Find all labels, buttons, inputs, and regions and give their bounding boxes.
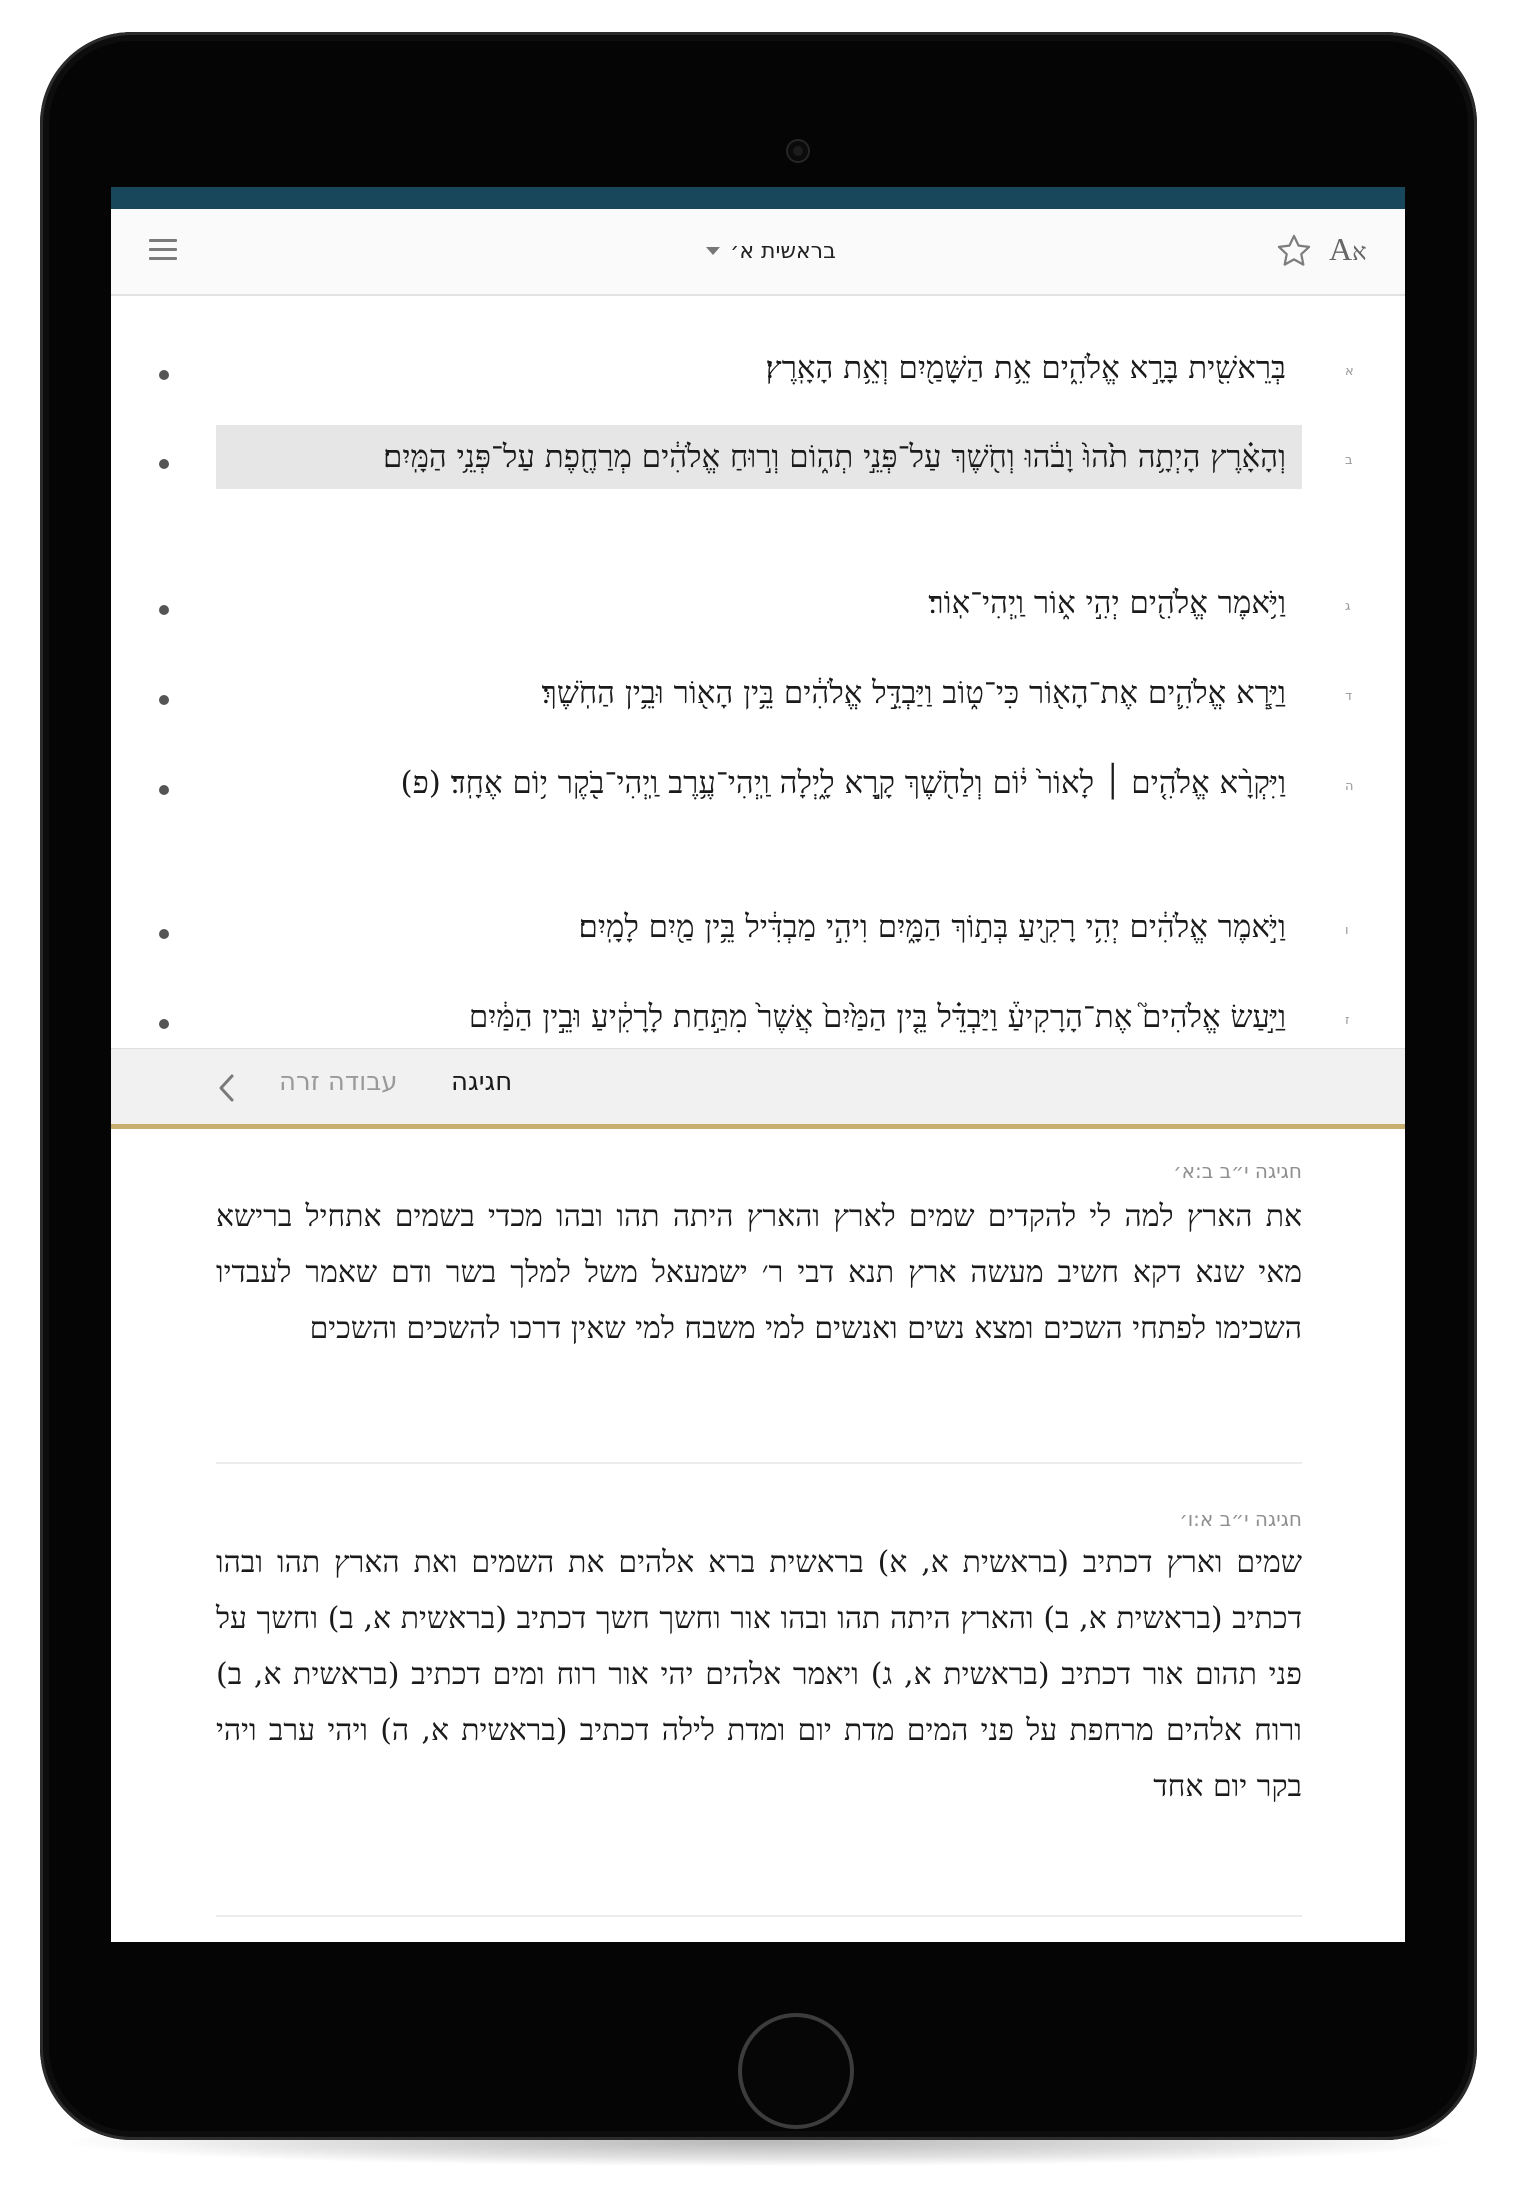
chevron-down-icon bbox=[706, 247, 720, 255]
verse-text: וַיַּ֧רְא אֱלֹהִ֛ים אֶת־הָא֖וֹר כִּי־ט֑וֹב וַיַּבְדֵּ֣ל אֱלֹהִ֔ים בֵּ֥ין הָא֖וֹר וּבֵ֥ין הַחֹֽשֶׁךְ׃ bbox=[541, 675, 1286, 711]
verse-text: וְהָאָ֗רֶץ הָיְתָ֥ה תֹ֙הוּ֙ וָבֹ֔הוּ וְחֹ֖שֶׁךְ עַל־פְּנֵ֣י תְה֑וֹם וְר֣וּחַ אֱלֹהִ֔ים מְרַחֶ֖פֶת עַל־פְּנֵ֥י הַמָּֽיִם׃ bbox=[216, 425, 1302, 489]
verse-number: ו bbox=[1345, 923, 1349, 938]
verse-text: בְּרֵאשִׁ֖ית בָּרָ֣א אֱלֹהִ֑ים אֵ֥ת הַשָּׁמַ֖יִם וְאֵ֥ת הָאָֽרֶץ׃ bbox=[765, 350, 1286, 386]
verse-text: וַיַּ֣עַשׂ אֱלֹהִים֮ אֶת־הָרָקִיעַ֒ וַיַּבְדֵּ֗ל בֵּ֤ין הַמַּ֙יִם֙ אֲשֶׁר֙ מִתַּ֣חַת לָרָקִ֔יעַ וּבֵ֣ין הַמַּ֔יִם bbox=[468, 999, 1286, 1035]
verse-number: ה bbox=[1345, 779, 1354, 794]
status-bar bbox=[111, 187, 1405, 209]
app-screen bbox=[111, 187, 1405, 1942]
verse-number: ז bbox=[1345, 1013, 1350, 1028]
divider bbox=[216, 1462, 1302, 1464]
font-size-icon[interactable] bbox=[1329, 231, 1367, 271]
verse-number: ג bbox=[1345, 599, 1351, 614]
verse-text: וַיֹּ֥אמֶר אֱלֹהִ֖ים יְהִ֣י א֑וֹר וַֽיְהִי־אֽוֹר׃ bbox=[928, 585, 1286, 621]
verse-text: וַיֹּ֣אמֶר אֱלֹהִ֔ים יְהִ֥י רָקִ֖יעַ בְּת֣וֹךְ הַמָּ֑יִם וִיהִ֣י מַבְדִּ֔יל בֵּ֥ין מַ֖יִם לָמָֽיִם׃ bbox=[578, 909, 1286, 945]
font-icon-small: א bbox=[1352, 240, 1367, 266]
verse-number: א bbox=[1345, 364, 1354, 379]
commentary-text: את הארץ למה לי להקדים שמים לארץ והארץ היתה תהו ובהו מכדי בשמים אתחיל ברישא מאי שנא דקא חשיב מעשה ארץ תנא דבי ר׳ ישמעאל משל למלך בשר ודם שאמר לעבדיו השכימו לפתחי השכים ומצא נשים ואנשים למי משבח למי שאין דרכו להשכים והשכים bbox=[216, 1199, 1302, 1346]
verse-number: ד bbox=[1345, 689, 1353, 704]
commentary-ref[interactable]: חגיגה י״ב ב:א׳ bbox=[1173, 1159, 1302, 1183]
page-title: בראשית א׳ bbox=[730, 238, 836, 264]
commentary-ref[interactable]: חגיגה י״ב א:ו׳ bbox=[1179, 1507, 1302, 1531]
text-reader bbox=[111, 296, 1405, 1048]
bullet bbox=[159, 459, 169, 469]
hamburger-icon[interactable] bbox=[149, 239, 177, 263]
star-icon[interactable] bbox=[1275, 232, 1313, 270]
tab-avodah-zarah[interactable]: עבודה זרה bbox=[279, 1067, 398, 1097]
bullet bbox=[159, 929, 169, 939]
verse-text: וַיִּקְרָ֨א אֱלֹהִ֤ים ׀ לָאוֹר֙ י֔וֹם וְלַחֹ֖שֶׁךְ קָ֣רָא לָ֑יְלָה וַֽיְהִי־עֶ֥רֶב וַֽיְהִי־בֹ֖קֶר י֥וֹם אֶחָֽד׃ (פ) bbox=[400, 765, 1286, 801]
commentary-panel bbox=[111, 1129, 1405, 1942]
commentary-text: שמים וארץ דכתיב (בראשית א, א) בראשית ברא אלהים את השמים ואת הארץ תהו ובהו דכתיב (בראשית א, ב) והארץ היתה תהו ובהו אור וחשך חשך דכתיב (בראשית א, ב) וחשך על פני תהום אור דכתיב (בראשית א, ג) ויאמר אלהים יהי אור רוח ומים דכתיב (בראשית א, ב) ורוח אלהים מרחפת על פני המים מדת יום ומדת לילה דכתיב (בראשית א, ה) ויהי ערב ויהי בקר יום אחד bbox=[216, 1545, 1302, 1804]
bullet bbox=[159, 785, 169, 795]
font-icon-large: A bbox=[1329, 231, 1353, 267]
bullet bbox=[159, 370, 169, 380]
front-camera bbox=[788, 141, 808, 161]
app-header bbox=[111, 209, 1405, 296]
chapter-selector[interactable] bbox=[671, 233, 871, 269]
chevron-left-icon[interactable] bbox=[215, 1072, 239, 1104]
divider bbox=[216, 1915, 1302, 1917]
verse-number: ב bbox=[1345, 453, 1353, 468]
bullet bbox=[159, 695, 169, 705]
connections-tab-bar bbox=[111, 1048, 1405, 1125]
bullet bbox=[159, 605, 169, 615]
home-button[interactable] bbox=[738, 2013, 854, 2129]
tab-chagigah[interactable]: חגיגה bbox=[451, 1067, 513, 1097]
bullet bbox=[159, 1019, 169, 1029]
